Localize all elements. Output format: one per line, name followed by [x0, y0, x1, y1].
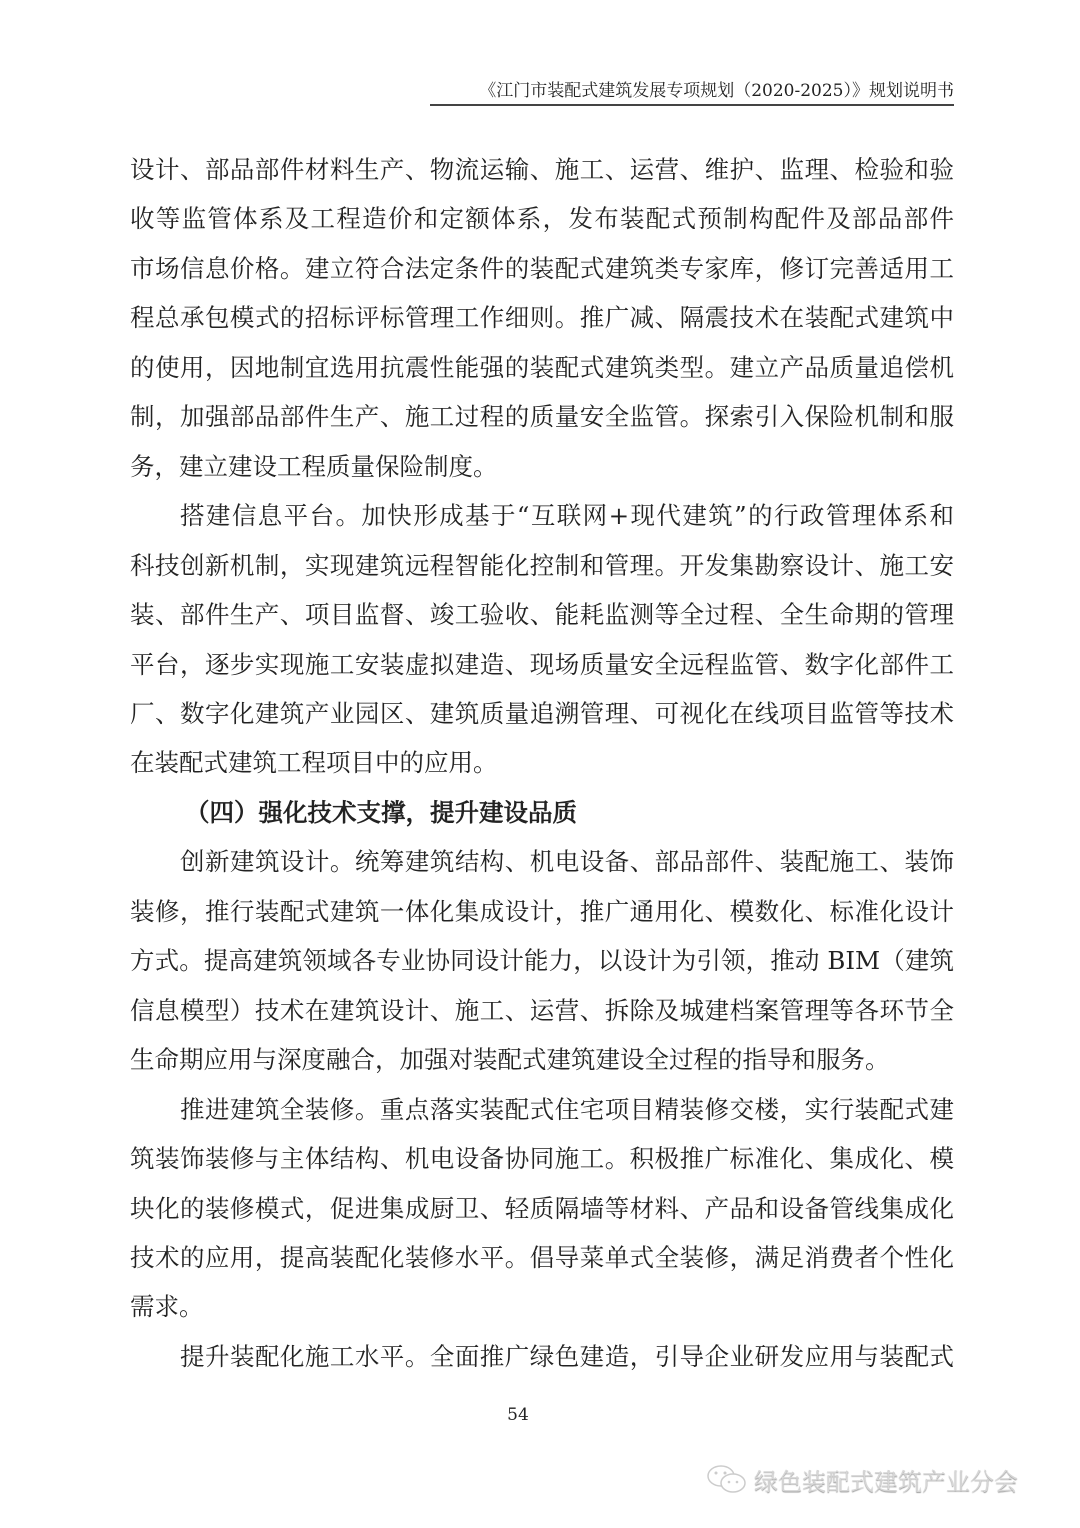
text-line: 块化的装修模式，促进集成厨卫、轻质隔墙等材料、产品和设备管线集成化 — [130, 1193, 954, 1223]
text-line: 设计、部品部件材料生产、物流运输、施工、运营、维护、监理、检验和验 — [130, 155, 954, 184]
wechat-icon — [706, 1463, 748, 1497]
document-body — [130, 145, 954, 1381]
text-line: 提升装配化施工水平。全面推广绿色建造，引导企业研发应用与装配式 — [180, 1341, 954, 1371]
paragraph — [130, 145, 954, 491]
paragraph — [130, 491, 954, 788]
text-line: 平台，逐步实现施工安装虚拟建造、现场质量安全远程监管、数字化部件工 — [130, 649, 954, 679]
text-line: 方式。提高建筑领域各专业协同设计能力，以设计为引领，推动 BIM（建筑 — [130, 946, 954, 976]
text-line: 信息模型）技术在建筑设计、施工、运营、拆除及城建档案管理等各环节全 — [130, 995, 954, 1025]
text-line: 筑装饰装修与主体结构、机电设备协同施工。积极推广标准化、集成化、模 — [130, 1144, 954, 1174]
section-heading — [130, 788, 954, 837]
page-number: 54 — [507, 1405, 529, 1425]
text-line: 程总承包模式的招标评标管理工作细则。推广减、隔震技术在装配式建筑中 — [130, 303, 954, 333]
text-line: 生命期应用与深度融合，加强对装配式建筑建设全过程的指导和服务。 — [130, 1045, 890, 1075]
text-line: 需求。 — [130, 1292, 204, 1322]
text-line: 装修，推行装配式建筑一体化集成设计，推广通用化、模数化、标准化设计 — [130, 896, 954, 926]
text-line: 的使用，因地制宜选用抗震性能强的装配式建筑类型。建立产品质量追偿机 — [130, 352, 954, 382]
text-line: 装、部件生产、项目监督、竣工验收、能耗监测等全过程、全生命期的管理 — [130, 600, 954, 630]
text-line: 市场信息价格。建立符合法定条件的装配式建筑类专家库，修订完善适用工 — [130, 253, 954, 283]
text-line: 在装配式建筑工程项目中的应用。 — [130, 748, 498, 778]
text-line: 制，加强部品部件生产、施工过程的质量安全监管。探索引入保险机制和服 — [130, 402, 954, 432]
paragraph — [130, 1085, 954, 1332]
text-line: 技术的应用，提高装配化装修水平。倡导菜单式全装修，满足消费者个性化 — [130, 1242, 954, 1272]
document-header: 《江门市装配式建筑发展专项规划（2020-2025）》规划说明书 — [430, 76, 954, 106]
text-line: 创新建筑设计。统筹建筑结构、机电设备、部品部件、装配施工、装饰 — [180, 847, 954, 877]
text-line: 收等监管体系及工程造价和定额体系，发布装配式预制构配件及部品部件 — [130, 204, 954, 234]
watermark-text: 绿色装配式建筑产业分会 — [754, 1468, 1018, 1496]
text-line: 厂、数字化建筑产业园区、建筑质量追溯管理、可视化在线项目监管等技术 — [130, 698, 954, 728]
text-line: 务，建立建设工程质量保险制度。 — [130, 451, 498, 481]
text-line: 推进建筑全装修。重点落实装配式住宅项目精装修交楼，实行装配式建 — [180, 1094, 954, 1124]
paragraph — [130, 837, 954, 1084]
text-line: 科技创新机制，实现建筑远程智能化控制和管理。开发集勘察设计、施工安 — [130, 550, 954, 580]
watermark — [706, 1462, 1018, 1497]
text-line: （四）强化技术支撑，提升建设品质 — [185, 797, 577, 827]
paragraph — [130, 1332, 954, 1381]
text-line: 搭建信息平台。加快形成基于“互联网+现代建筑”的行政管理体系和 — [180, 501, 954, 531]
